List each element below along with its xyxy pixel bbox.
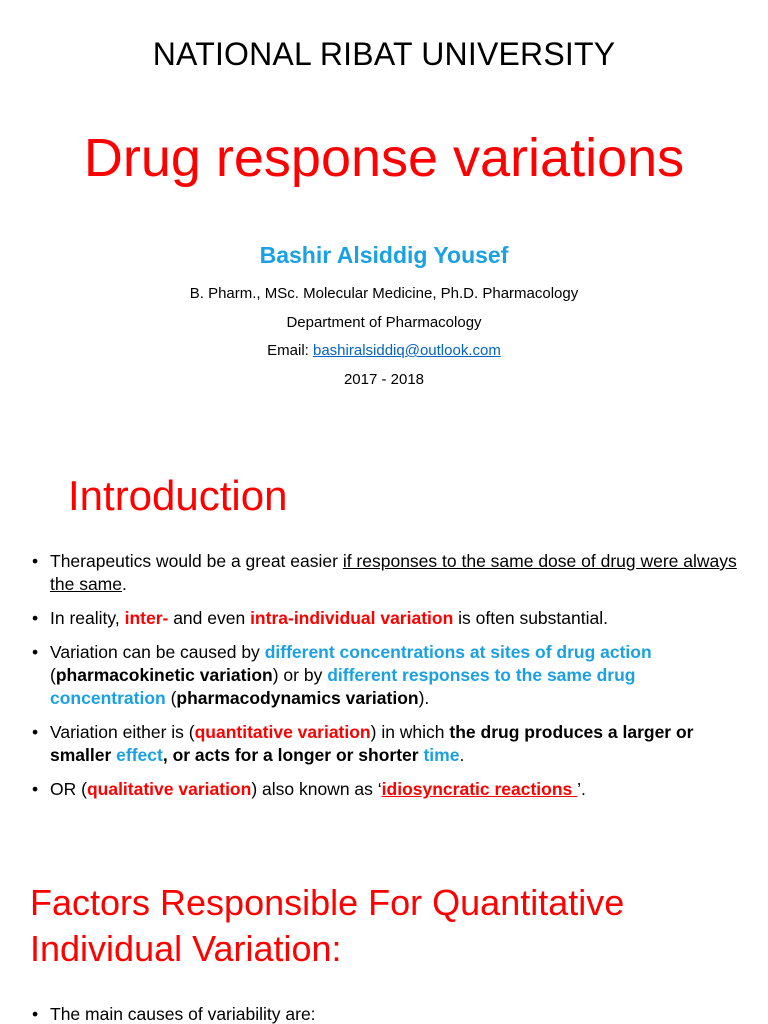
list-item	[32, 721, 742, 767]
bullet-glyph: •	[32, 642, 39, 662]
bullet-glyph: •	[32, 608, 39, 628]
text-span: ’.	[577, 779, 586, 799]
text-span: and even	[168, 608, 251, 628]
author-name: Bashir Alsiddig Yousef	[259, 242, 509, 268]
author-degrees: B. Pharm., MSc. Molecular Medicine, Ph.D. Pharmacology	[189, 285, 579, 302]
text-span: Therapeutics would be a great easier	[50, 551, 343, 571]
highlight-red-underlined: idiosyncratic reactions	[381, 779, 578, 799]
text-span: ).	[418, 688, 430, 708]
text-span: ) or by	[272, 665, 328, 685]
text-span: ) in which	[370, 722, 450, 742]
text-span: is often substantial.	[453, 608, 608, 628]
factors-bullets	[32, 1003, 742, 1024]
bullet-glyph: •	[32, 779, 39, 799]
text-span: Variation either is (	[50, 722, 195, 742]
text-span: In reality,	[50, 608, 125, 628]
text-span: (	[50, 665, 56, 685]
highlight-red: inter-	[124, 608, 169, 628]
introduction-bullets	[32, 550, 742, 812]
bold-text: , or acts for a longer or shorter	[162, 745, 424, 765]
text-span: The main causes of variability are:	[50, 1004, 316, 1024]
bullet-glyph: •	[32, 722, 39, 742]
list-item	[32, 607, 742, 630]
list-item	[32, 550, 742, 596]
list-item	[32, 1003, 742, 1024]
text-span: ) also known as ‘	[251, 779, 382, 799]
bold-text: the drug produces a larger or smaller	[50, 722, 694, 765]
bold-text: pharmacokinetic variation	[55, 665, 273, 685]
email-link[interactable]: bashiralsiddiq@outlook.com	[313, 342, 501, 359]
main-title: Drug response variations	[83, 128, 685, 188]
highlight-red: quantitative variation	[194, 722, 371, 742]
email-line	[0, 342, 768, 359]
department: Department of Pharmacology	[286, 314, 482, 331]
bold-text: pharmacodynamics variation	[176, 688, 419, 708]
factors-heading: Factors Responsible For Quantitative Individual Variation:	[30, 882, 625, 969]
university-name: NATIONAL RIBAT UNIVERSITY	[152, 36, 616, 72]
text-span: (	[165, 688, 177, 708]
academic-years: 2017 - 2018	[343, 371, 425, 388]
bullet-glyph: •	[32, 551, 39, 571]
highlight-red: qualitative variation	[86, 779, 252, 799]
list-item	[32, 778, 742, 801]
list-item	[32, 641, 742, 710]
bullet-glyph: •	[32, 1004, 39, 1024]
highlight-blue: effect	[116, 745, 163, 765]
highlight-blue: time	[423, 745, 460, 765]
text-span: Variation can be caused by	[50, 642, 265, 662]
email-label: Email:	[267, 342, 313, 359]
highlight-red: intra-individual variation	[250, 608, 454, 628]
text-span: .	[121, 574, 127, 594]
introduction-heading: Introduction	[68, 472, 288, 519]
underlined-text: if responses to the same dose of drug were always the same	[50, 551, 737, 594]
highlight-blue: different responses to the same drug concentration	[50, 665, 636, 708]
highlight-blue: different concentrations at sites of drug action	[264, 642, 652, 662]
text-span: .	[459, 745, 465, 765]
text-span: OR (	[50, 779, 87, 799]
